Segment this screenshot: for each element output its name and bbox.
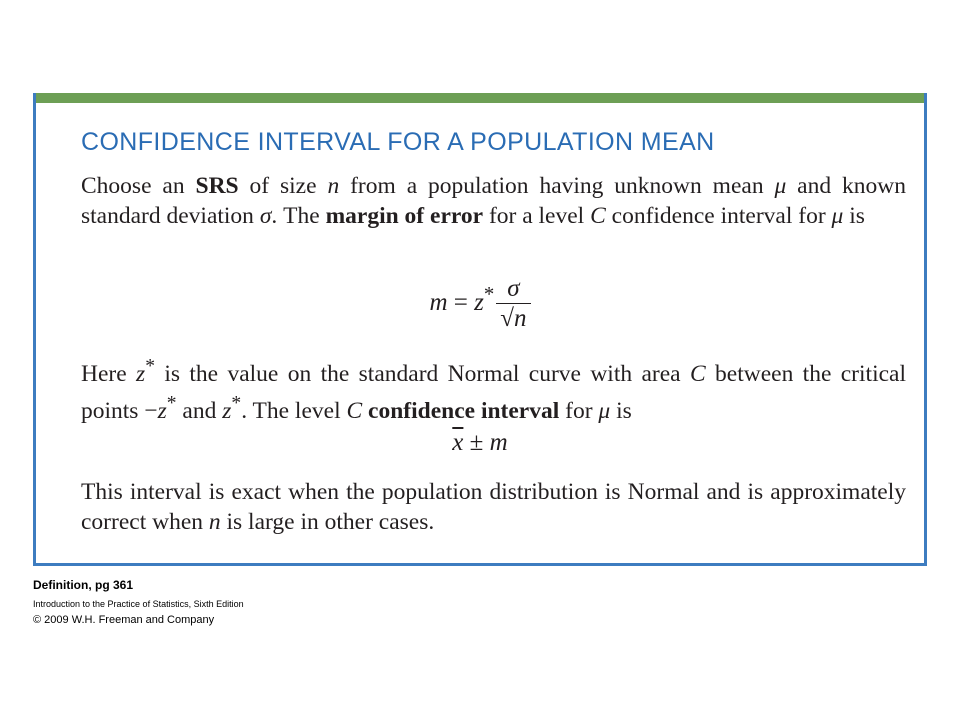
paragraph-critical-value: Here z* is the value on the standard Normal curve with area C between the critical points −z* and z*. The level C confidence interval for μ is [81,356,906,424]
fraction: $\frac{\sigma}{√n}$ [496,275,530,334]
caption-book-title: Introduction to the Practice of Statistics, Sixth Edition [33,599,244,609]
paragraph-definition: Choose an SRS of size n from a population having unknown mean μ and known standard deviation σ. The margin of error for a level C confidence interval for μ is [81,173,906,229]
interval-formula: $\overline{x} \pm m$ [452,429,508,456]
box-title: CONFIDENCE INTERVAL FOR A POPULATION MEAN [81,128,715,156]
definition-box [33,93,927,566]
caption-definition: Definition, pg 361 [33,578,134,592]
margin-of-error-formula: m = z* $\frac{\sigma}{√n}$ [36,275,924,334]
confidence-interval-term: confidence interval [368,397,560,424]
paragraph-exactness: This interval is exact when the population distribution is Normal and is approximately correct when n is large in other cases. [81,479,906,535]
caption-copyright: © 2009 W.H. Freeman and Company [33,614,215,626]
margin-of-error-term: margin of error [325,203,484,229]
top-accent-bar [36,93,924,103]
srs-term: SRS [195,173,239,199]
